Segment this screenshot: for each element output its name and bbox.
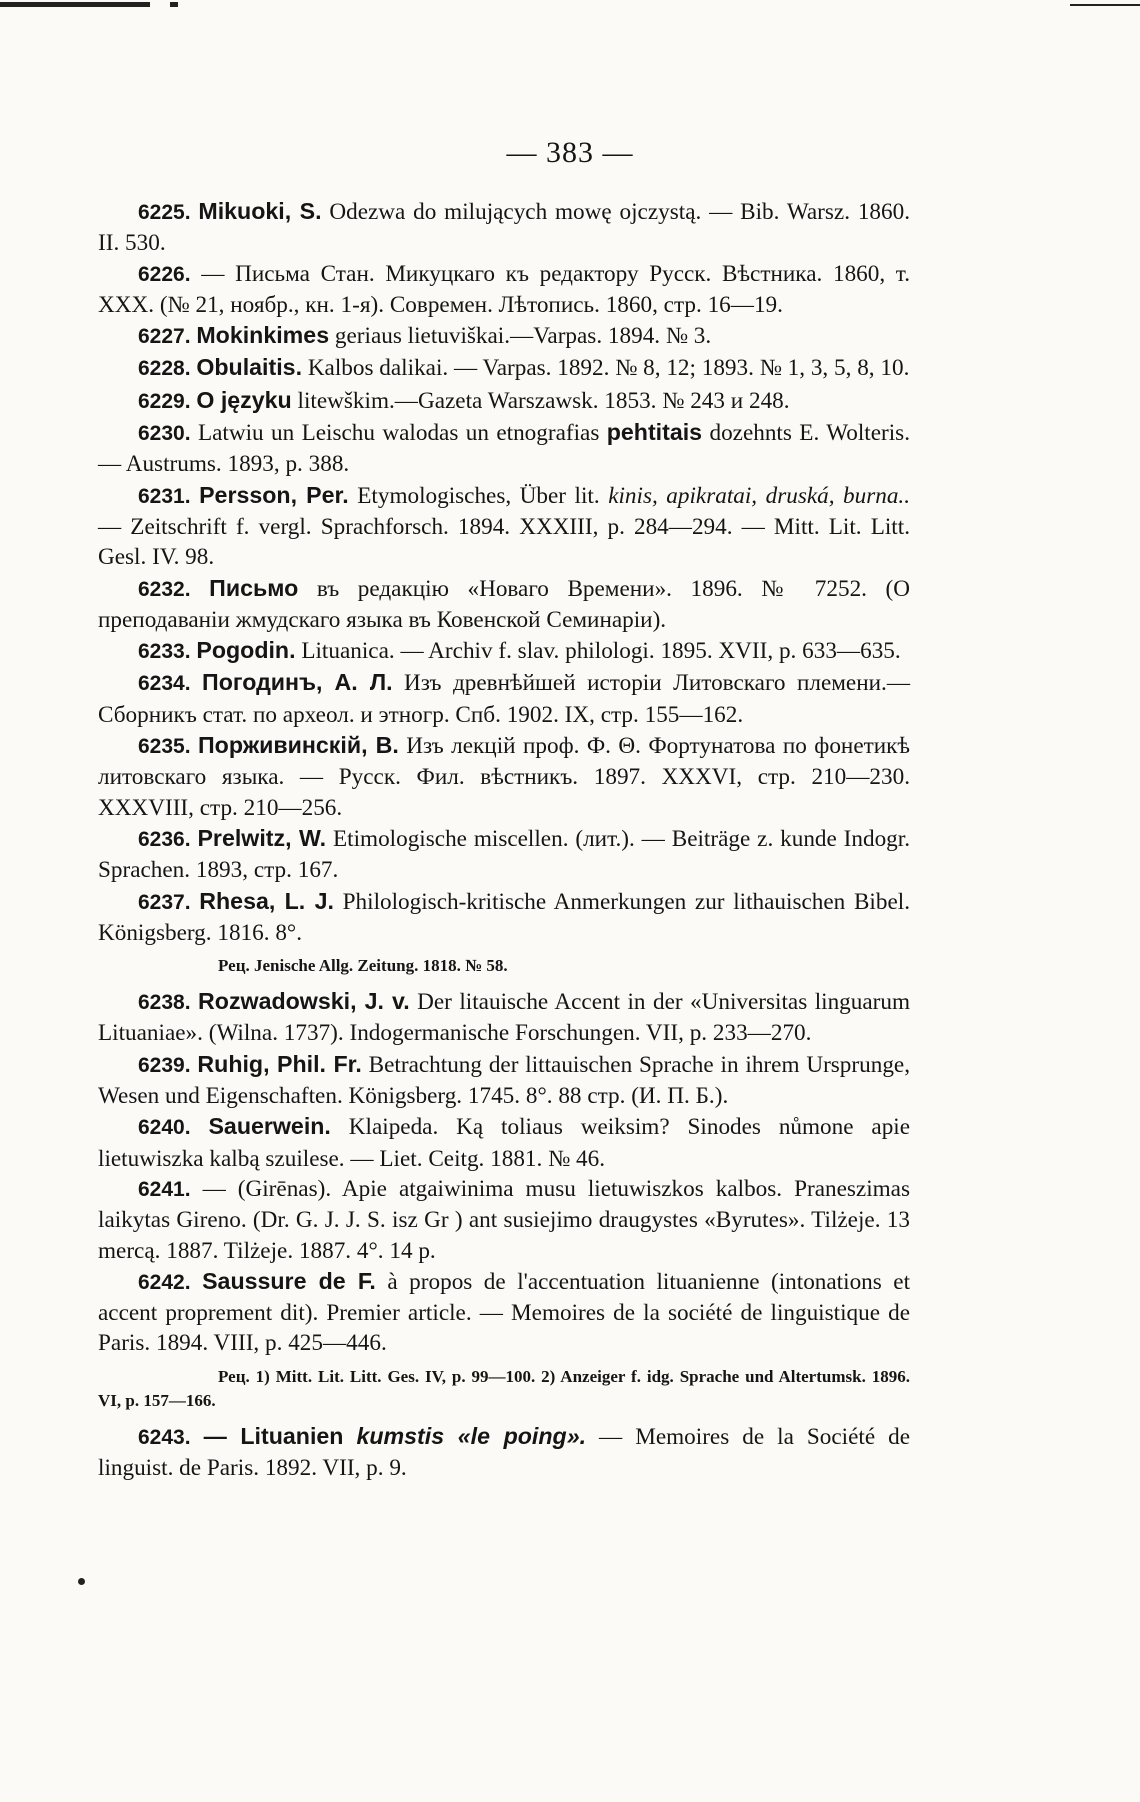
entry-number: 6227.: [138, 325, 191, 349]
entry-author: Rozwadowski, J. v.: [198, 988, 410, 1015]
margin-bullet: [78, 1578, 85, 1585]
entry-6237: [98, 886, 910, 949]
entry-6236: [98, 823, 910, 886]
entry-text: — Lituanien: [203, 1422, 344, 1449]
entry-text: Etymologisches, Über lit.: [357, 482, 600, 509]
entry-text: Philologisch-kritische Anmerkungen zur lithauischen Bibel. Königsberg. 1816. 8°.: [98, 888, 910, 946]
entry-author: Rhesa, L. J.: [199, 887, 334, 914]
entry-number: 6236.: [138, 827, 191, 851]
entry-6231: [98, 480, 910, 573]
entry-6230: [98, 417, 910, 480]
entry-author: Ruhig, Phil. Fr.: [197, 1050, 362, 1077]
entry-review-note: Рец. Jenische Allg. Zeitung. 1818. № 58.: [218, 956, 508, 976]
entry-number: 6242.: [138, 1270, 191, 1294]
entry-6234: [98, 667, 910, 730]
entry-text: — Письма Стан. Микуцкаго къ редактору Русск. Вѣстника. 1860, т. XXX. (№ 21, ноябр., кн. 1-я). Современ. Лѣтопись. 1860, стр. 16—19.: [98, 260, 910, 318]
entry-6226: [98, 259, 910, 321]
entry-author: Pogodin.: [196, 637, 296, 664]
entry-number: 6228.: [138, 357, 191, 381]
entry-number: 6239.: [138, 1053, 191, 1077]
entry-6233: [98, 635, 910, 667]
entry-author: Saussure de F.: [202, 1267, 376, 1294]
entry-text: — Memoires de la Société de linguist. de Paris. 1892. VII, p. 9.: [98, 1423, 910, 1481]
entry-author: Prelwitz, W.: [197, 824, 327, 851]
entry-6235: [98, 730, 910, 823]
entry-text: Etimologische miscellen. (лит.). — Beiträge z. kunde Indogr. Sprachen. 1893, стр. 167.: [98, 825, 911, 884]
entry-6225: [98, 196, 910, 259]
entry-6240: [98, 1111, 910, 1174]
entry-text: Изъ древнѣйшей исторіи Литовскаго племени.—Сборникъ стат. по археол. и этногр. Спб. 1902. IX, стр. 155—162.: [98, 670, 911, 728]
entry-text: Der litauische Accent in der «Universitas linguarum Lituaniae». (Wilna. 1737). Indogermanische Forschungen. VII, p. 233—270.: [98, 989, 911, 1047]
entry-6238: [98, 986, 910, 1049]
entry-text: Изъ лекцій проф. Ф. Θ. Фортунатова по фонетикѣ литовскаго языка. — Русск. Фил. вѣстникъ. 1897. XXXVI, стр. 210—230. XXXVIII, стр. 210—256.: [98, 733, 911, 821]
entry-number: 6238.: [138, 991, 191, 1015]
entry-6232: [98, 573, 910, 636]
entry-author: Mikuoki, S.: [198, 198, 322, 224]
entry-6242: [98, 1266, 910, 1359]
entry-author: Письмо: [209, 574, 299, 601]
entry-text: Latwiu un Leischu walodas un etnografias: [197, 420, 600, 447]
entry-number: 6226.: [138, 262, 191, 286]
entry-text: Betrachtung der littauischen Sprache in ihrem Ursprunge, Wesen und Eigenschaften. Königsberg. 1745. 8°. 88 стр. (И. П. Б.).: [98, 1051, 910, 1110]
entry-number: 6232.: [138, 577, 191, 601]
entry-text: geriaus lietuviškai.—Varpas. 1894. № 3.: [334, 323, 712, 350]
entry-text: въ редакцію «Новаго Времени». 1896. № 7252. (О преподаваніи жмудскаго языка въ Ковенской Семинаріи).: [98, 575, 911, 633]
bibliography-entries: [98, 196, 910, 1483]
entry-review-note: Рец. 1) Mitt. Lit. Litt. Ges. IV, p. 99—100. 2) Anzeiger f. idg. Sprache und Altertumsk. 1896. VI, p. 157—166.: [98, 1366, 910, 1410]
entry-number: 6243.: [138, 1425, 191, 1449]
entry-text: — (Girēnas). Apie atgaiwinima musu lietuwiszkos kalbos. Praneszimas laikytas Gireno. (Dr. G. J. J. S. isz Gr ) ant susiejimo draugystes «Byrutes». Tilżeje. 13 mercą. 1887. Tilżeje. 1887. 4°. 14 p.: [98, 1175, 911, 1264]
entry-text: Lituanica. — Archiv f. slav. philologi. 1895. XVII, p. 633—635.: [301, 638, 901, 665]
entry-6243: [98, 1421, 910, 1484]
entry-number: 6240.: [138, 1116, 191, 1140]
entry-text: litewškim.—Gazeta Warszawsk. 1853. № 243 и 248.: [297, 387, 790, 414]
entry-author: Mokinkimes: [196, 322, 330, 349]
entry-text: à propos de l'accentuation lituanienne (intonations et accent proprement dit). Premier article. — Memoires de la société de linguistique de Paris. 1894. VIII, p. 425—446.: [98, 1268, 911, 1357]
entry-text: Klaipeda. Ką toliaus weiksim? Sinodes nůmone apie lietuwiszka kalbą szuilese. — Liet. Ceitg. 1881. № 46.: [98, 1114, 911, 1172]
entry-text: — Zeitschrift f. vergl. Sprachforsch. 1894. XXXIII, p. 284—294. — Mitt. Lit. Litt. Gesl. IV. 98.: [98, 513, 910, 571]
entry-text: Odezwa do milujących mowę ojczystą. — Bib. Warsz. 1860. II. 530.: [98, 199, 910, 257]
entry-italic: kumstis «le poing».: [356, 1422, 587, 1449]
entry-author: Persson, Per.: [199, 481, 349, 508]
entry-6227: [98, 320, 910, 352]
entry-text: dozehnts E. Wolteris. — Austrums. 1893, p. 388.: [98, 420, 910, 478]
page-number: — 383 —: [506, 136, 634, 169]
entry-number: 6229.: [138, 389, 191, 413]
entry-text: Kalbos dalikai. — Varpas. 1892. № 8, 12; 1893. № 1, 3, 5, 8, 10.: [307, 355, 910, 382]
entry-author: Порживинскій, В.: [198, 732, 399, 759]
entry-italic: kinis, apikratai, druská, burna..: [608, 482, 911, 509]
entry-number: 6235.: [138, 735, 191, 759]
entry-author: Sauerwein.: [208, 1113, 331, 1140]
entry-number: 6230.: [138, 422, 191, 446]
entry-number: 6241.: [138, 1177, 191, 1201]
entry-6241: [98, 1174, 910, 1266]
entry-6239: [98, 1049, 910, 1112]
entry-author: O języku: [196, 386, 292, 413]
entry-number: 6233.: [138, 640, 191, 664]
entry-6228: [98, 352, 910, 384]
entry-number: 6234.: [138, 672, 191, 696]
entry-number: 6231.: [138, 484, 191, 508]
entry-number: 6237.: [138, 890, 191, 914]
entry-6229: [98, 385, 910, 417]
entry-author: Obulaitis.: [196, 354, 303, 381]
entry-author: pehtitais: [606, 419, 703, 446]
entry-number: 6225.: [138, 201, 191, 224]
entry-author: Погодинъ, А. Л.: [202, 669, 393, 696]
scan-edge-mark: [0, 0, 1140, 16]
